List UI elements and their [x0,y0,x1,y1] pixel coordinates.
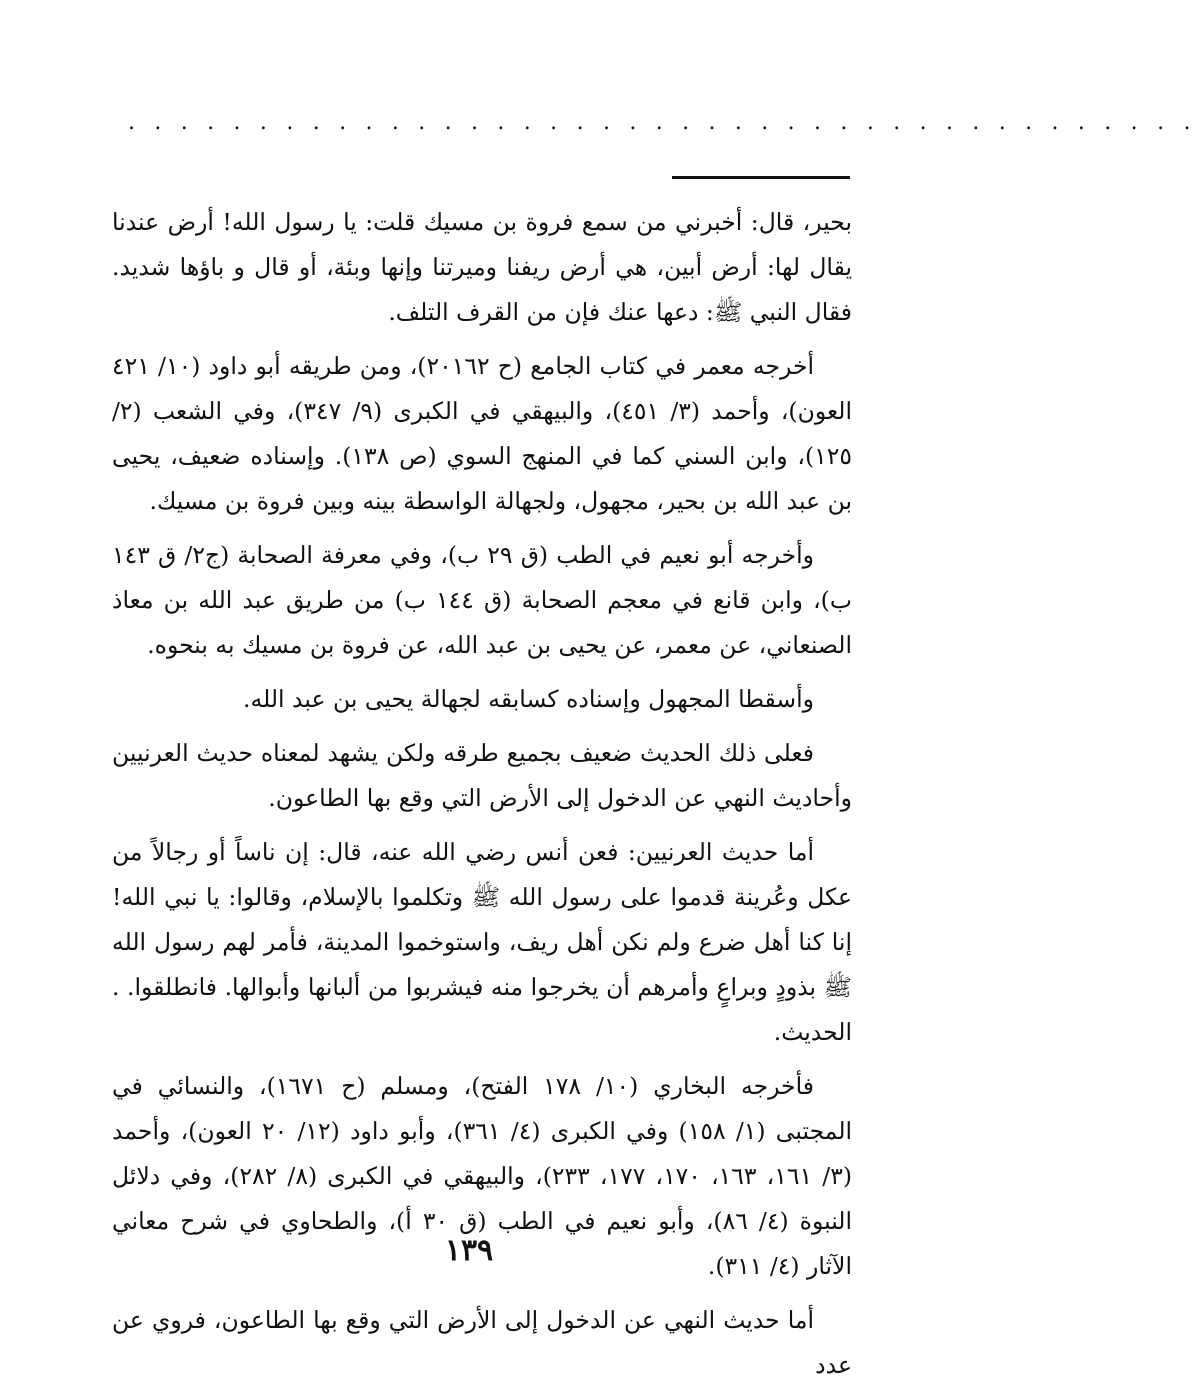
footnote-rule [672,176,850,179]
paragraph-2: أخرجه معمر في كتاب الجامع (ح ٢٠١٦٢)، ومن طريقه أبو داود (١٠/ ٤٢١ العون)، وأحمد (٣/ ٤٥١)، والبيهقي في الكبرى (٩/ ٣٤٧)، وفي الشعب (٢/ ١٢٥)، وابن السني كما في المنهج السوي (ص ١٣٨). وإسناده ضعيف، يحيى بن عبد الله بن بحير، مجهول، ولجهالة الواسطة بينه وبين فروة بن مسيك. [112,352,852,515]
dotted-separator: . . . . . . . . . . . . . . . . . . . . . . . . . . . . . . . . . . . . . . . . . [128,110,1197,135]
paragraph-1: بحير، قال: أخبرني من سمع فروة بن مسيك قلت: يا رسول الله! أرض عندنا يقال لها: أرض أبين، هي أرض ريفنا وميرتنا وإنها وبئة، أو قال و باؤها شديد. فقال النبي ﷺ: دعها عنك فإن من القرف التلف. [112,208,852,326]
paragraph-5: فعلى ذلك الحديث ضعيف بجميع طرقه ولكن يشهد لمعناه حديث العرنيين وأحاديث النهي عن الدخول إلى الأرض التي وقع بها الطاعون. [112,739,852,812]
paragraph-7: فأخرجه البخاري (١٠/ ١٧٨ الفتح)، ومسلم (ح ١٦٧١)، والنسائي في المجتبى (١/ ١٥٨) وفي الكبرى (٤/ ٣٦١)، وأبو داود (١٢/ ٢٠ العون)، وأحمد (٣/ ١٦١، ١٦٣، ١٧٠، ١٧٧، ٢٣٣)، والبيهقي في الكبرى (٨/ ٢٨٢)، وفي دلائل النبوة (٤/ ٨٦)، وأبو نعيم في الطب (ق ٣٠ أ)، والطحاوي في شرح معاني الآثار (٤/ ٣١١). [112,1072,853,1280]
paragraph-6: أما حديث العرنيين: فعن أنس رضي الله عنه، قال: إن ناساً أو رجالاً من عكل وعُرينة قدموا على رسول الله ﷺ وتكلموا بالإسلام، وقالوا: يا نبي الله! إنا كنا أهل ضرع ولم نكن أهل ريف، واستوخموا المدينة، فأمر لهم رسول الله ﷺ بذودٍ وبراعٍ وأمرهم أن يخرجوا منه فيشربوا من ألبانها وأبوالها. فانطلقوا. . الحديث. [112,838,852,1046]
paragraph-3: وأخرجه أبو نعيم في الطب (ق ٢٩ ب)، وفي معرفة الصحابة (ج٢/ ق ١٤٣ ب)، وابن قانع في معجم الصحابة (ق ١٤٤ ب) من طريق عبد الله بن معاذ الصنعاني، عن معمر، عن يحيى بن عبد الله، عن فروة بن مسيك به بنحوه. [112,541,852,659]
page-number: ١٣٩ [444,1233,494,1268]
paragraph-4: وأسقطا المجهول وإسناده كسابقه لجهالة يحيى بن عبد الله. [243,685,814,713]
page-body [112,200,852,1397]
paragraph-8: أما حديث النهي عن الدخول إلى الأرض التي وقع بها الطاعون، فروي عن عدد [112,1306,852,1379]
